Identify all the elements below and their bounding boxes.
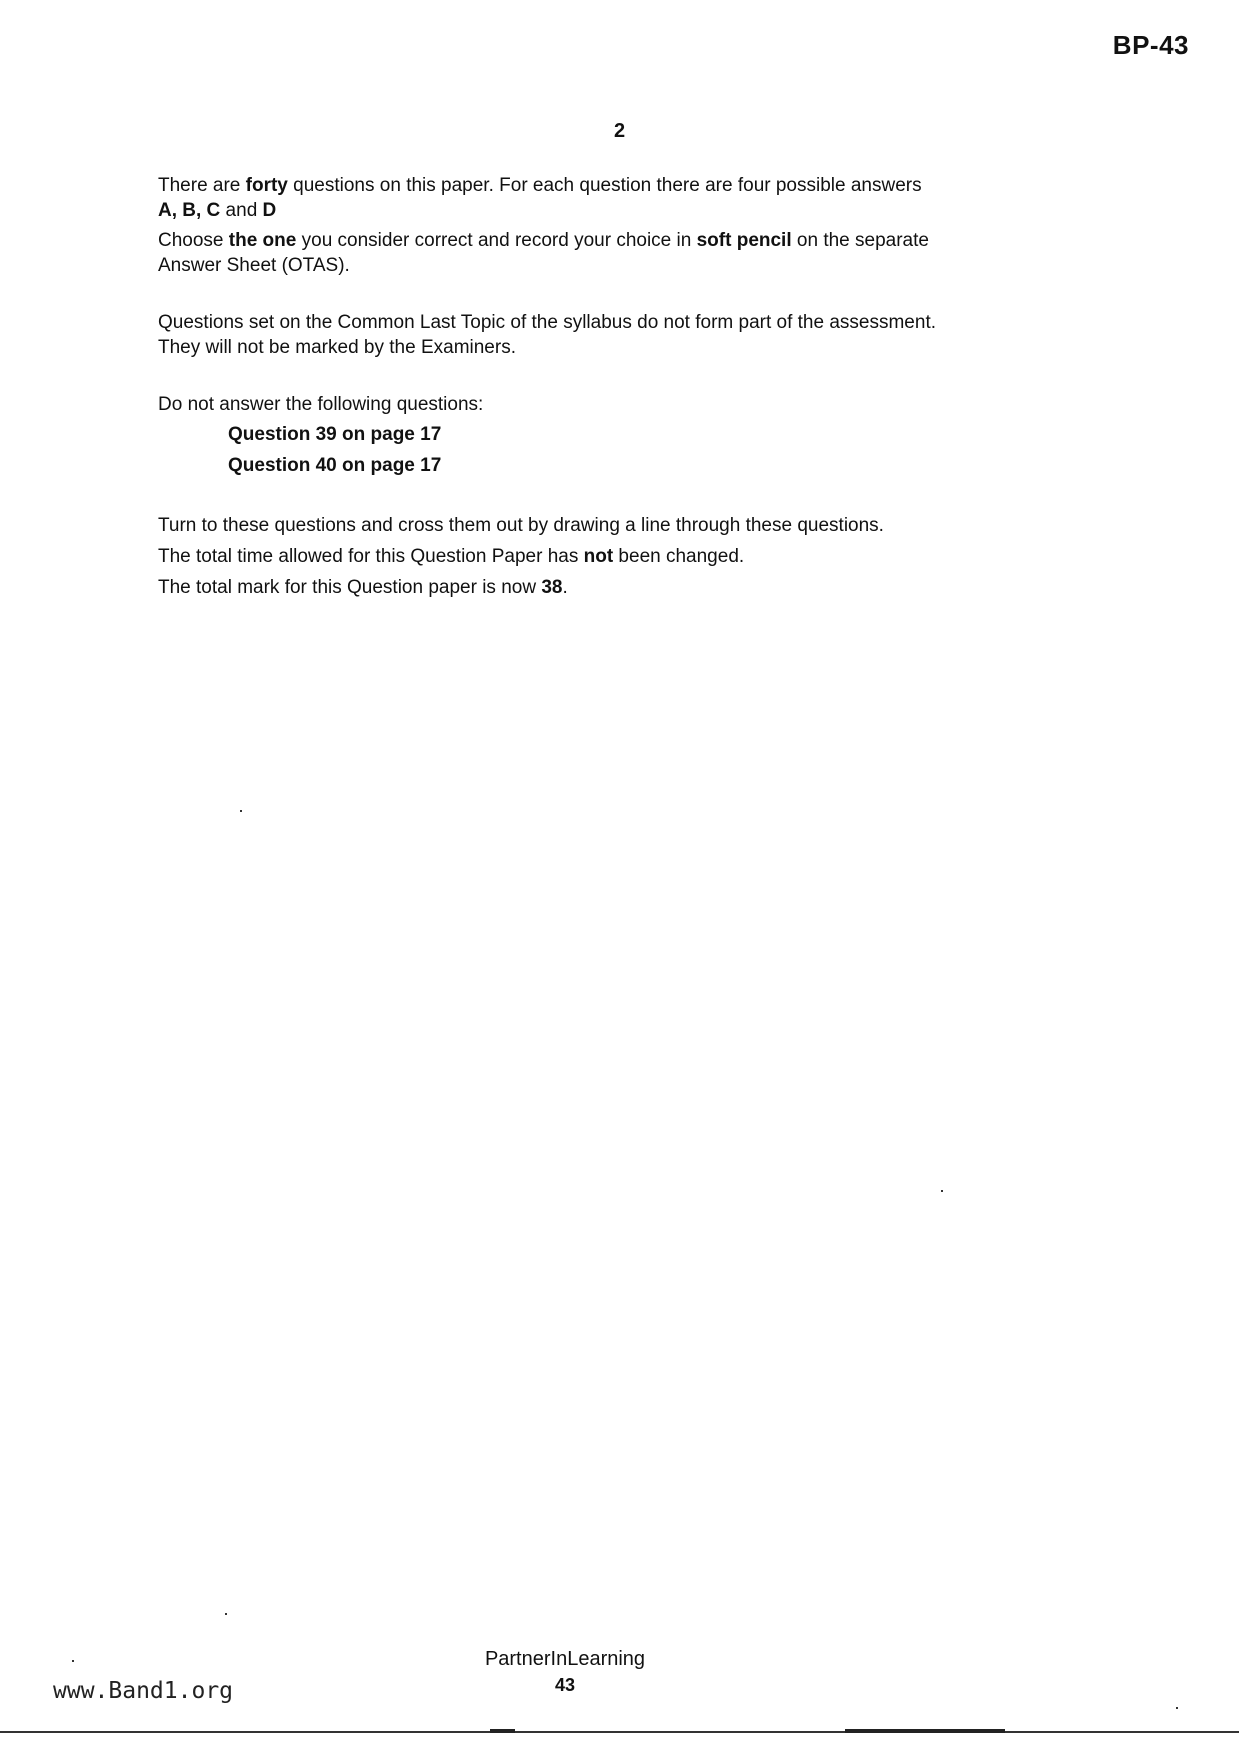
text-segment: . xyxy=(562,577,568,598)
footer-page-number: 43 xyxy=(554,1675,576,1695)
footer-rule-mark xyxy=(490,1729,515,1733)
instruction-time xyxy=(158,544,1058,569)
scan-speck xyxy=(240,810,242,812)
excluded-question: Question 40 on page 17 xyxy=(228,455,442,476)
text-segment: There are xyxy=(158,175,246,196)
scan-speck xyxy=(941,1190,943,1192)
partner-name: PartnerInLearning xyxy=(484,1648,646,1670)
text-segment: Answer Sheet (OTAS). xyxy=(158,255,350,276)
instruction-common-last-topic xyxy=(158,310,1058,360)
text-line: They will not be marked by the Examiners. xyxy=(158,337,516,358)
excluded-questions-list xyxy=(228,419,1058,481)
scan-speck xyxy=(1176,1707,1178,1709)
text-segment: you consider correct and record your choice in xyxy=(296,230,697,251)
bold-segment: 38 xyxy=(541,577,563,598)
text-line: Questions set on the Common Last Topic of the syllabus do not form part of the assessment. xyxy=(158,312,936,333)
text-segment: on the separate xyxy=(791,230,929,251)
bold-segment: the one xyxy=(228,230,297,251)
text-segment: and xyxy=(220,200,263,221)
bold-segment: not xyxy=(583,546,614,567)
instruction-intro xyxy=(158,173,1058,223)
text-segment: questions on this paper. For each question there are four possible answers xyxy=(287,175,922,196)
footer-rule xyxy=(0,1731,1239,1733)
paper-code: BP-43 xyxy=(1112,30,1189,60)
bold-segment: A, B, C xyxy=(158,200,221,221)
text-segment: been changed. xyxy=(613,546,745,567)
bold-segment: D xyxy=(262,200,277,221)
instruction-choose xyxy=(158,228,1058,278)
bold-segment: soft pencil xyxy=(696,230,792,251)
instruction-do-not-answer: Do not answer the following questions: xyxy=(158,394,484,415)
instruction-cross-out: Turn to these questions and cross them out by drawing a line through these questions. xyxy=(158,515,884,536)
bold-segment: forty xyxy=(245,175,288,196)
instruction-total-mark xyxy=(158,575,1058,600)
instructions xyxy=(158,173,1058,600)
text-segment: The total time allowed for this Question Paper has xyxy=(158,546,584,567)
text-segment: The total mark for this Question paper is now xyxy=(158,577,542,598)
scan-speck xyxy=(225,1613,227,1615)
excluded-question: Question 39 on page 17 xyxy=(228,424,442,445)
footer-website: www.Band1.org xyxy=(53,1678,234,1704)
footer-rule-mark xyxy=(845,1729,1005,1733)
page-number: 2 xyxy=(613,120,626,142)
text-segment: Choose xyxy=(158,230,229,251)
